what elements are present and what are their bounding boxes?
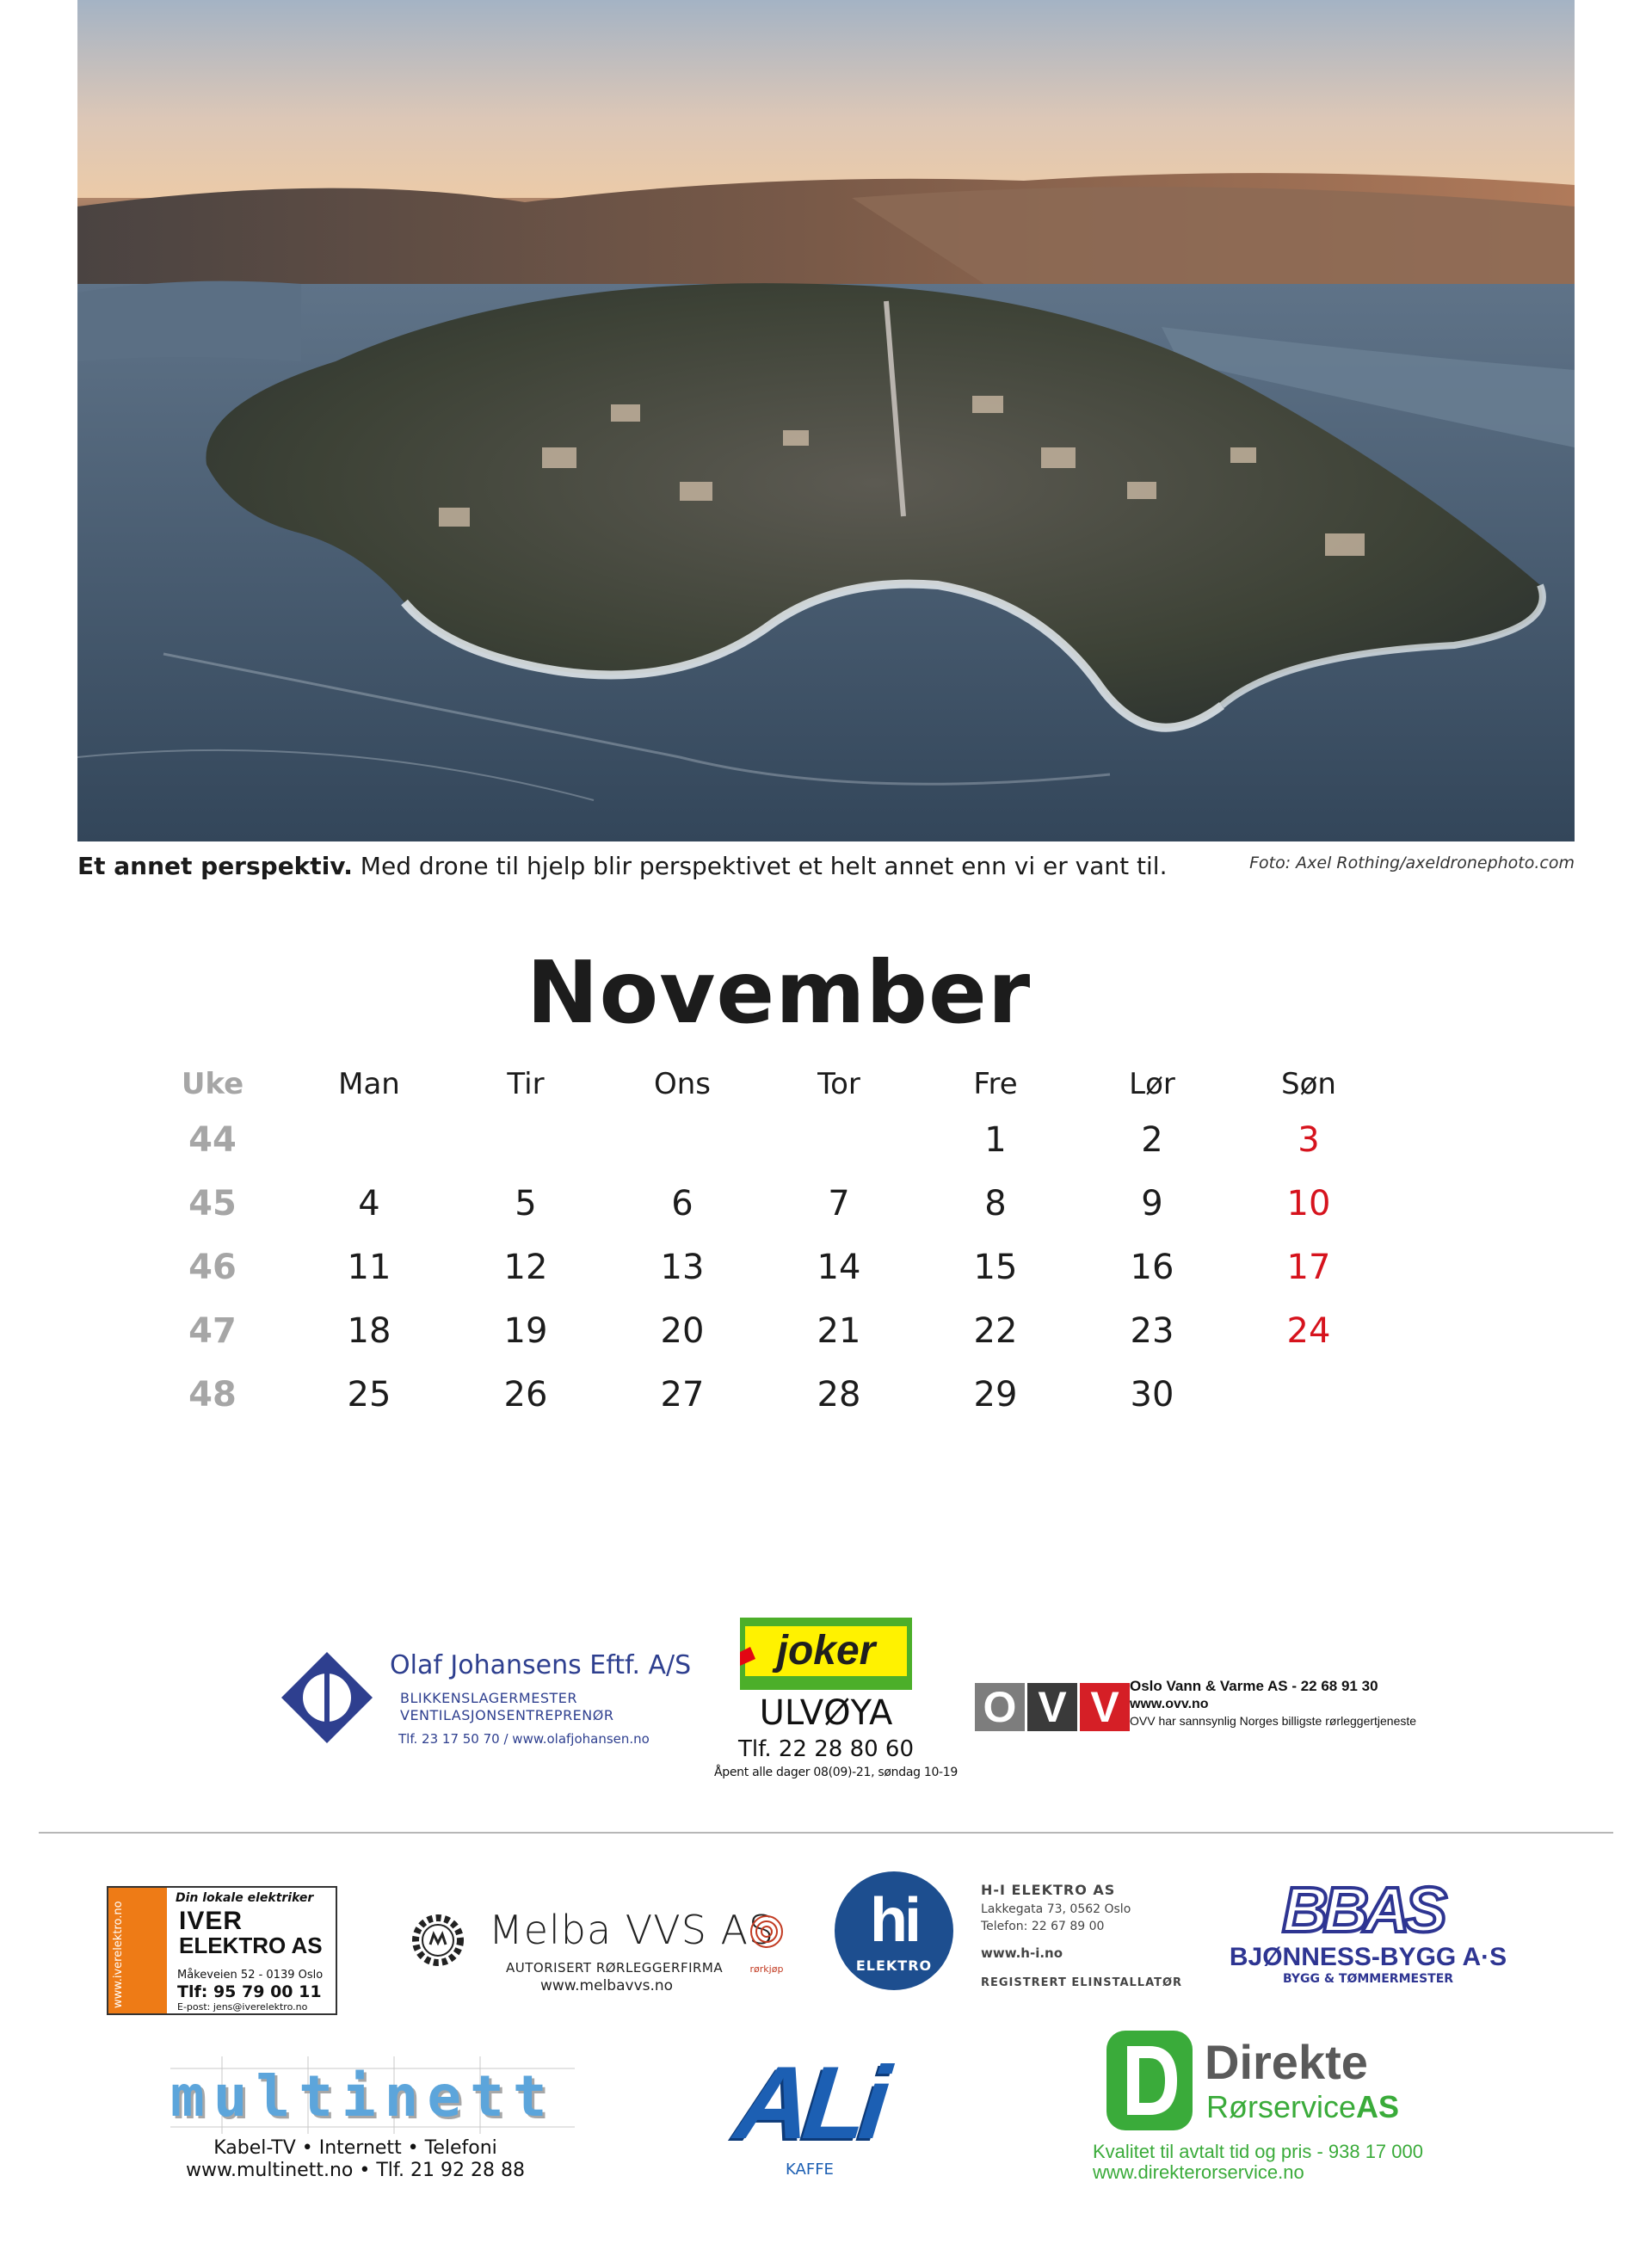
day-date: 1 (984, 1120, 1007, 1160)
rorkjop-rings-icon (749, 1914, 785, 1950)
sponsor-direkte-rorservice (1093, 2027, 1454, 2182)
ovv-line3: OVV har sannsynlig Norges billigste rørleggertjeneste (1130, 1714, 1417, 1728)
ovv-letter-v2: V (1080, 1683, 1130, 1731)
rorkjop-text: rørkjøp (749, 1963, 784, 1975)
day-date: 7 (828, 1184, 850, 1224)
direkte-sub-b: AS (1356, 2089, 1400, 2124)
week-number: 44 (188, 1120, 237, 1160)
ovv-letter-v1: V (1027, 1683, 1077, 1731)
ovv-letter-o: O (975, 1683, 1025, 1731)
weekday-header: Fre (973, 1067, 1018, 1101)
day-date: 22 (973, 1311, 1018, 1351)
sunday-date: 24 (1286, 1311, 1331, 1351)
photo-caption (77, 850, 1575, 885)
joker-name: ULVØYA (759, 1693, 893, 1733)
sunday-date: 3 (1298, 1120, 1320, 1160)
hi-logo-mark: hi (870, 1886, 918, 1955)
sponsor-divider (39, 1832, 1613, 1834)
calendar-week-row (152, 1184, 1409, 1248)
day-date: 5 (515, 1184, 537, 1224)
day-date: 27 (660, 1375, 705, 1415)
melba-sub: AUTORISERT RØRLEGGERFIRMA (506, 1960, 724, 1976)
ali-logo: ALi (730, 2045, 889, 2161)
calendar-grid (152, 1067, 1409, 1439)
iver-name-2: ELEKTRO AS (179, 1933, 323, 1958)
sponsor-multinett (170, 2056, 583, 2185)
day-date: 8 (984, 1184, 1007, 1224)
calendar-week-row (152, 1311, 1409, 1375)
day-date: 11 (347, 1248, 391, 1287)
weekday-header: Ons (653, 1067, 712, 1101)
day-date: 18 (347, 1311, 391, 1351)
day-date: 6 (671, 1184, 693, 1224)
joker-phone: Tlf. 22 28 80 60 (737, 1736, 915, 1762)
joker-logo-icon (740, 1618, 912, 1690)
sponsor-ovv (975, 1673, 1526, 1733)
ovv-line1: Oslo Vann & Varme AS - 22 68 91 30 (1130, 1678, 1378, 1694)
weekday-header: Man (338, 1067, 400, 1101)
day-date: 29 (973, 1375, 1018, 1415)
olaf-name: Olaf Johansens Eftf. A/S (390, 1650, 692, 1680)
ovv-line2: www.ovv.no (1130, 1697, 1209, 1711)
day-date: 19 (503, 1311, 548, 1351)
day-date: 4 (358, 1184, 380, 1224)
joker-hours: Åpent alle dager 08(09)-21, søndag 10-19 (714, 1766, 959, 1779)
calendar-week-row (152, 1120, 1409, 1184)
sunday-date: 17 (1286, 1248, 1331, 1287)
caption-title: Et annet perspektiv. (77, 852, 353, 880)
hi-address: Lakkegata 73, 0562 Oslo (981, 1902, 1131, 1916)
day-date: 20 (660, 1311, 705, 1351)
weekday-header: Søn (1281, 1067, 1336, 1101)
multinett-services: Kabel-TV • Internett • Telefoni (213, 2137, 497, 2159)
olaf-line2: VENTILASJONSENTREPRENØR (400, 1707, 614, 1723)
olaf-contact: Tlf. 23 17 50 70 / www.olafjohansen.no (398, 1731, 650, 1747)
day-date: 26 (503, 1375, 548, 1415)
calendar-header-row (152, 1067, 1409, 1120)
olaf-diamond-logo-icon (280, 1650, 374, 1745)
direkte-slogan: Kvalitet til avtalt tid og pris - 938 17 000 (1093, 2141, 1423, 2162)
day-date: 30 (1130, 1375, 1174, 1415)
sunday-date: 10 (1286, 1184, 1331, 1224)
week-number: 46 (188, 1248, 237, 1287)
day-date: 13 (660, 1248, 705, 1287)
caption-body: Med drone til hjelp blir perspektivet et helt annet enn vi er vant til. (352, 852, 1168, 880)
sponsor-hi-elektro (835, 1871, 1183, 2000)
sponsor-iver-elektro (107, 1886, 337, 2015)
sponsor-bjonness-bygg (1209, 1874, 1527, 1989)
aerial-landscape-illustration (77, 0, 1575, 841)
multinett-contact: www.multinett.no • Tlf. 21 92 28 88 (186, 2160, 525, 2181)
hi-web: www.h-i.no (981, 1945, 1063, 1961)
melba-web: www.melbavvs.no (540, 1977, 674, 1994)
sponsor-melba-vvs (411, 1900, 798, 1994)
iver-address: Måkeveien 52 - 0139 Oslo (177, 1969, 324, 1982)
day-date: 14 (817, 1248, 861, 1287)
week-header: Uke (181, 1067, 244, 1101)
mester-gear-icon (411, 1914, 465, 1967)
joker-logo-text: joker (776, 1628, 876, 1674)
direkte-web: www.direkterorservice.no (1093, 2161, 1304, 2183)
bbas-name: BJØNNESS-BYGG A·S (1229, 1943, 1507, 1971)
ovv-logo (975, 1683, 1130, 1731)
day-date: 15 (973, 1248, 1018, 1287)
day-date: 23 (1130, 1311, 1174, 1351)
weekday-header: Lør (1129, 1067, 1175, 1101)
iver-phone: Tlf: 95 79 00 11 (177, 1982, 322, 2001)
caption-text (77, 852, 1167, 880)
hi-name: H-I ELEKTRO AS (981, 1882, 1116, 1898)
rorkjop-badge (745, 1914, 788, 1979)
direkte-sub-a: Rørservice (1206, 2089, 1357, 2124)
drone-photo (77, 0, 1575, 841)
month-title: November (526, 942, 1032, 1043)
day-date: 9 (1141, 1184, 1163, 1224)
weekday-header: Tor (817, 1067, 860, 1101)
bbas-sub: BYGG & TØMMERMESTER (1282, 1972, 1454, 1986)
hi-phone: Telefon: 22 67 89 00 (981, 1920, 1105, 1933)
olaf-line1: BLIKKENSLAGERMESTER (400, 1690, 577, 1706)
melba-name: Melba VVS AS (489, 1907, 775, 1953)
direkte-name: Direkte (1205, 2035, 1368, 2089)
day-date: 21 (817, 1311, 861, 1351)
sponsor-joker-ulvoya (714, 1618, 959, 1781)
bbas-logo: BBAS (1282, 1874, 1442, 1945)
week-number: 48 (188, 1375, 237, 1415)
multinett-logo: multinett (170, 2063, 556, 2130)
direkte-sub (1206, 2089, 1399, 2125)
sponsor-ali-kaffe (730, 2043, 889, 2190)
day-date: 28 (817, 1375, 861, 1415)
day-date: 25 (347, 1375, 391, 1415)
photo-credit: Foto: Axel Rothing/axeldronephoto.com (1249, 854, 1575, 872)
calendar-week-row (152, 1375, 1409, 1439)
iver-email: E-post: jens@iverelektro.no (177, 2001, 308, 2013)
day-date: 16 (1130, 1248, 1174, 1287)
direkte-d-icon (1105, 2029, 1194, 2132)
iver-tagline: Din lokale elektriker (176, 1891, 314, 1905)
calendar-week-row (152, 1248, 1409, 1311)
day-date: 2 (1141, 1120, 1163, 1160)
iver-orange-bar (108, 1888, 167, 2013)
iver-name-1: IVER (179, 1907, 243, 1935)
week-number: 45 (188, 1184, 237, 1224)
hi-logo-sub: ELEKTRO (855, 1957, 933, 1974)
iver-side-web: www.iverelektro.no (112, 1901, 125, 2008)
ali-sub: KAFFE (786, 2161, 834, 2179)
weekday-header: Tir (507, 1067, 545, 1101)
hi-tag: REGISTRERT ELINSTALLATØR (981, 1976, 1183, 1989)
week-number: 47 (188, 1311, 237, 1351)
day-date: 12 (503, 1248, 548, 1287)
hi-elektro-logo (835, 1871, 953, 1990)
